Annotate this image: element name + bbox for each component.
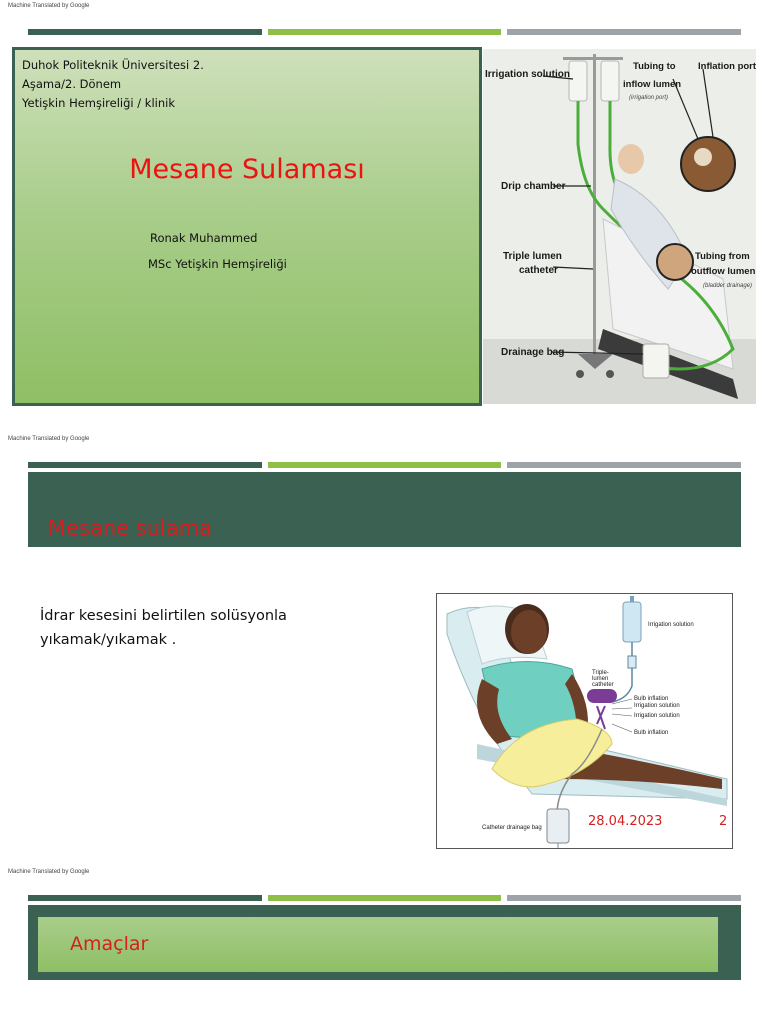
figure-label-bulb-inflation-1: Bulb inflation [634,696,669,702]
slide3-color-bars [28,895,741,901]
machine-translated-label: Machine Translated by Google [8,869,90,875]
photo-label-triple-lumen-2: catheter [519,265,558,276]
photo-label-tubing-inflow-3: (irrigation port) [629,95,669,101]
author-degree: MSc Yetişkin Hemşireliği [148,257,287,271]
slide2-color-bars [28,462,741,468]
author-name: Ronak Muhammed [150,231,258,245]
photo-label-irrigation-solution: Irrigation solution [485,69,570,80]
slide2-body-line2: yıkamak/yıkamak . [40,632,177,648]
photo-label-inflation-port: Inflation port [698,61,756,72]
photo-label-tubing-outflow-1: Tubing from [695,251,750,262]
slide3-title: Amaçlar [70,933,149,955]
figure-label-triple-2: lumen [592,676,609,682]
slide2-page-number: 2 [719,814,728,829]
slide2-title: Mesane sulama [48,516,213,540]
figure-label-triple-3: catheter [592,682,614,688]
photo-label-tubing-outflow-3: (bladder drainage) [703,283,753,289]
machine-translated-label: Machine Translated by Google [8,3,90,9]
figure-label-irrigation-solution-3: Irrigation solution [634,713,680,719]
bladder-irrigation-illustration [436,593,733,849]
course-line: Yetişkin Hemşireliği / klinik [22,96,175,110]
photo-label-drainage-bag: Drainage bag [501,347,565,358]
figure-label-irrigation-solution: Irrigation solution [648,622,694,628]
photo-label-drip-chamber: Drip chamber [501,181,566,192]
machine-translated-label: Machine Translated by Google [8,436,90,442]
slide3-title-panel [38,917,718,972]
bladder-irrigation-photo [483,49,756,404]
photo-label-tubing-outflow-2: outflow lumen [691,266,756,277]
slide2-date: 28.04.2023 [588,814,663,829]
institution-line: Duhok Politeknik Üniversitesi 2. [22,58,204,72]
slide2-body-line1: İdrar kesesini belirtilen solüsyonla [40,608,287,624]
figure-label-irrigation-solution-2: Irrigation solution [634,703,680,709]
figure-label-triple-1: Triple- [592,670,609,676]
figure-label-bulb-inflation-2: Bulb inflation [634,730,669,736]
slide2-body-text [40,604,340,652]
slide3-title-frame [28,905,741,980]
slide1-title-panel [12,47,482,406]
figure-label-catheter-drainage-bag: Catheter drainage bag [482,825,542,831]
photo-label-tubing-inflow-1: Tubing to [633,61,676,72]
photo-label-triple-lumen-1: Triple lumen [503,251,562,262]
slide2-title-banner [28,472,741,547]
slide1-color-bars [28,29,741,35]
photo-label-tubing-inflow-2: inflow lumen [623,79,682,90]
slide1-title: Mesane Sulaması [129,154,365,185]
stage-line: Aşama/2. Dönem [22,77,122,91]
